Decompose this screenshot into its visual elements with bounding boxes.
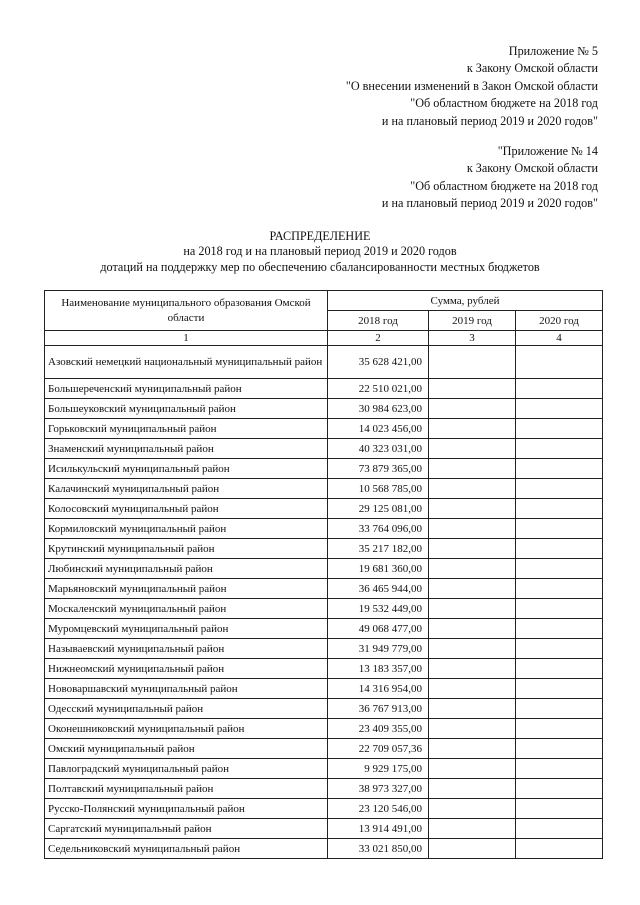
- amount-2018: 35 217 182,00: [328, 539, 429, 559]
- amount-2020: [516, 559, 603, 579]
- table-row: [45, 679, 603, 699]
- table-row: [45, 419, 603, 439]
- municipality-name: Марьяновский муниципальный район: [45, 579, 328, 599]
- amount-2019: [429, 619, 516, 639]
- table-row: [45, 519, 603, 539]
- table-row: [45, 599, 603, 619]
- municipality-name: Горьковский муниципальный район: [45, 419, 328, 439]
- amount-2020: [516, 679, 603, 699]
- amount-2018: 33 764 096,00: [328, 519, 429, 539]
- header-line: и на плановый период 2019 и 2020 годов": [381, 113, 598, 128]
- amount-2020: [516, 439, 603, 459]
- column-number: 3: [429, 331, 516, 346]
- amount-2018: 33 021 850,00: [328, 839, 429, 859]
- table-row: [45, 759, 603, 779]
- amount-2019: [429, 799, 516, 819]
- amount-2018: 30 984 623,00: [328, 399, 429, 419]
- table-row: [45, 539, 603, 559]
- table-row: [45, 739, 603, 759]
- amount-2020: [516, 519, 603, 539]
- municipality-name: Русско-Полянский муниципальный район: [45, 799, 328, 819]
- amount-2020: [516, 459, 603, 479]
- column-header-sum: Сумма, рублей: [328, 291, 603, 311]
- amount-2018: 23 120 546,00: [328, 799, 429, 819]
- municipality-name: Любинский муниципальный район: [45, 559, 328, 579]
- amount-2018: 31 949 779,00: [328, 639, 429, 659]
- municipality-name: Крутинский муниципальный район: [45, 539, 328, 559]
- amount-2019: [429, 459, 516, 479]
- amount-2018: 22 510 021,00: [328, 379, 429, 399]
- amount-2020: [516, 346, 603, 379]
- amount-2020: [516, 699, 603, 719]
- table-row: [45, 399, 603, 419]
- amount-2020: [516, 739, 603, 759]
- amount-2019: [429, 719, 516, 739]
- amount-2019: [429, 599, 516, 619]
- amount-2020: [516, 499, 603, 519]
- municipality-name: Знаменский муниципальный район: [45, 439, 328, 459]
- amount-2019: [429, 379, 516, 399]
- municipality-name: Седельниковский муниципальный район: [45, 839, 328, 859]
- amount-2019: [429, 559, 516, 579]
- column-number: 2: [328, 331, 429, 346]
- municipality-name: Азовский немецкий национальный муниципальный район: [45, 346, 328, 379]
- table-row: [45, 346, 603, 379]
- header-line: "Приложение № 14: [497, 144, 598, 158]
- document-subtitle: на 2018 год и на плановый период 2019 и 2020 годов: [183, 244, 457, 258]
- amount-2020: [516, 619, 603, 639]
- table-row: [45, 779, 603, 799]
- amount-2020: [516, 539, 603, 559]
- table-row: [45, 579, 603, 599]
- amount-2019: [429, 659, 516, 679]
- municipality-name: Исилькульский муниципальный район: [45, 459, 328, 479]
- document-title: РАСПРЕДЕЛЕНИЕ: [269, 229, 371, 243]
- amount-2018: 38 973 327,00: [328, 779, 429, 799]
- table-row: [45, 819, 603, 839]
- table-row: [45, 699, 603, 719]
- amount-2018: 40 323 031,00: [328, 439, 429, 459]
- municipality-name: Павлоградский муниципальный район: [45, 759, 328, 779]
- amount-2019: [429, 479, 516, 499]
- amount-2020: [516, 579, 603, 599]
- table-row: [45, 839, 603, 859]
- annex-header-5: [346, 43, 598, 130]
- amount-2020: [516, 379, 603, 399]
- amount-2019: [429, 499, 516, 519]
- amount-2019: [429, 539, 516, 559]
- amount-2019: [429, 439, 516, 459]
- amount-2018: 14 316 954,00: [328, 679, 429, 699]
- amount-2020: [516, 659, 603, 679]
- header-line: "Об областном бюджете на 2018 год: [410, 96, 598, 111]
- amount-2019: [429, 639, 516, 659]
- amount-2018: 29 125 081,00: [328, 499, 429, 519]
- amount-2018: 49 068 477,00: [328, 619, 429, 639]
- amount-2019: [429, 739, 516, 759]
- amount-2019: [429, 579, 516, 599]
- amount-2019: [429, 346, 516, 379]
- municipality-name: Нижнеомский муниципальный район: [45, 659, 328, 679]
- table-row: [45, 719, 603, 739]
- table-row: [45, 659, 603, 679]
- amount-2020: [516, 479, 603, 499]
- amount-2018: 14 023 456,00: [328, 419, 429, 439]
- amount-2020: [516, 719, 603, 739]
- amount-2018: 9 929 175,00: [328, 759, 429, 779]
- municipality-name: Кормиловский муниципальный район: [45, 519, 328, 539]
- municipality-name: Называевский муниципальный район: [45, 639, 328, 659]
- amount-2019: [429, 679, 516, 699]
- table-row: [45, 479, 603, 499]
- amount-2019: [429, 419, 516, 439]
- amount-2019: [429, 699, 516, 719]
- table-row: [45, 459, 603, 479]
- amount-2019: [429, 839, 516, 859]
- annex-header-14: [382, 143, 598, 213]
- municipality-name: Большеуковский муниципальный район: [45, 399, 328, 419]
- column-number: 4: [516, 331, 603, 346]
- column-header-2020: 2020 год: [516, 311, 603, 331]
- table-row: [45, 499, 603, 519]
- table-row: [45, 559, 603, 579]
- header-line: к Закону Омской области: [466, 61, 598, 76]
- amount-2019: [429, 779, 516, 799]
- header-line: Приложение № 5: [508, 44, 598, 58]
- municipality-name: Полтавский муниципальный район: [45, 779, 328, 799]
- amount-2020: [516, 839, 603, 859]
- header-line: к Закону Омской области: [466, 161, 598, 176]
- municipality-name: Одесский муниципальный район: [45, 699, 328, 719]
- municipality-name: Муромцевский муниципальный район: [45, 619, 328, 639]
- municipality-name: Омский муниципальный район: [45, 739, 328, 759]
- table-row: [45, 639, 603, 659]
- amount-2018: 73 879 365,00: [328, 459, 429, 479]
- table-row: [45, 799, 603, 819]
- column-number: 1: [45, 331, 328, 346]
- municipality-name: Оконешниковский муниципальный район: [45, 719, 328, 739]
- amount-2020: [516, 399, 603, 419]
- amount-2019: [429, 519, 516, 539]
- amount-2020: [516, 639, 603, 659]
- amount-2019: [429, 759, 516, 779]
- document-subtitle-2: дотаций на поддержку мер по обеспечению сбалансированности местных бюджетов: [100, 260, 540, 274]
- municipality-name: Колосовский муниципальный район: [45, 499, 328, 519]
- amount-2020: [516, 819, 603, 839]
- amount-2019: [429, 819, 516, 839]
- amount-2020: [516, 759, 603, 779]
- amount-2020: [516, 779, 603, 799]
- amount-2018: 36 767 913,00: [328, 699, 429, 719]
- municipality-name: Саргатский муниципальный район: [45, 819, 328, 839]
- amount-2018: 23 409 355,00: [328, 719, 429, 739]
- header-line: и на плановый период 2019 и 2020 годов": [381, 196, 598, 211]
- amount-2018: 19 532 449,00: [328, 599, 429, 619]
- municipality-name: Большереченский муниципальный район: [45, 379, 328, 399]
- table-row: [45, 619, 603, 639]
- municipality-name: Москаленский муниципальный район: [45, 599, 328, 619]
- header-line: "О внесении изменений в Закон Омской области: [345, 78, 598, 93]
- column-header-2018: 2018 год: [328, 311, 429, 331]
- municipality-name: Нововаршавский муниципальный район: [45, 679, 328, 699]
- amount-2018: 19 681 360,00: [328, 559, 429, 579]
- amount-2018: 10 568 785,00: [328, 479, 429, 499]
- amount-2018: 13 183 357,00: [328, 659, 429, 679]
- amount-2020: [516, 419, 603, 439]
- amount-2018: 35 628 421,00: [328, 346, 429, 379]
- amount-2018: 22 709 057,36: [328, 739, 429, 759]
- distribution-table: [44, 290, 603, 859]
- amount-2020: [516, 799, 603, 819]
- table-row: [45, 439, 603, 459]
- amount-2018: 36 465 944,00: [328, 579, 429, 599]
- column-header-2019: 2019 год: [429, 311, 516, 331]
- column-header-name: Наименование муниципального образования Омской области: [45, 291, 328, 331]
- amount-2019: [429, 399, 516, 419]
- table-row: [45, 379, 603, 399]
- municipality-name: Калачинский муниципальный район: [45, 479, 328, 499]
- amount-2020: [516, 599, 603, 619]
- amount-2018: 13 914 491,00: [328, 819, 429, 839]
- header-line: "Об областном бюджете на 2018 год: [410, 178, 598, 193]
